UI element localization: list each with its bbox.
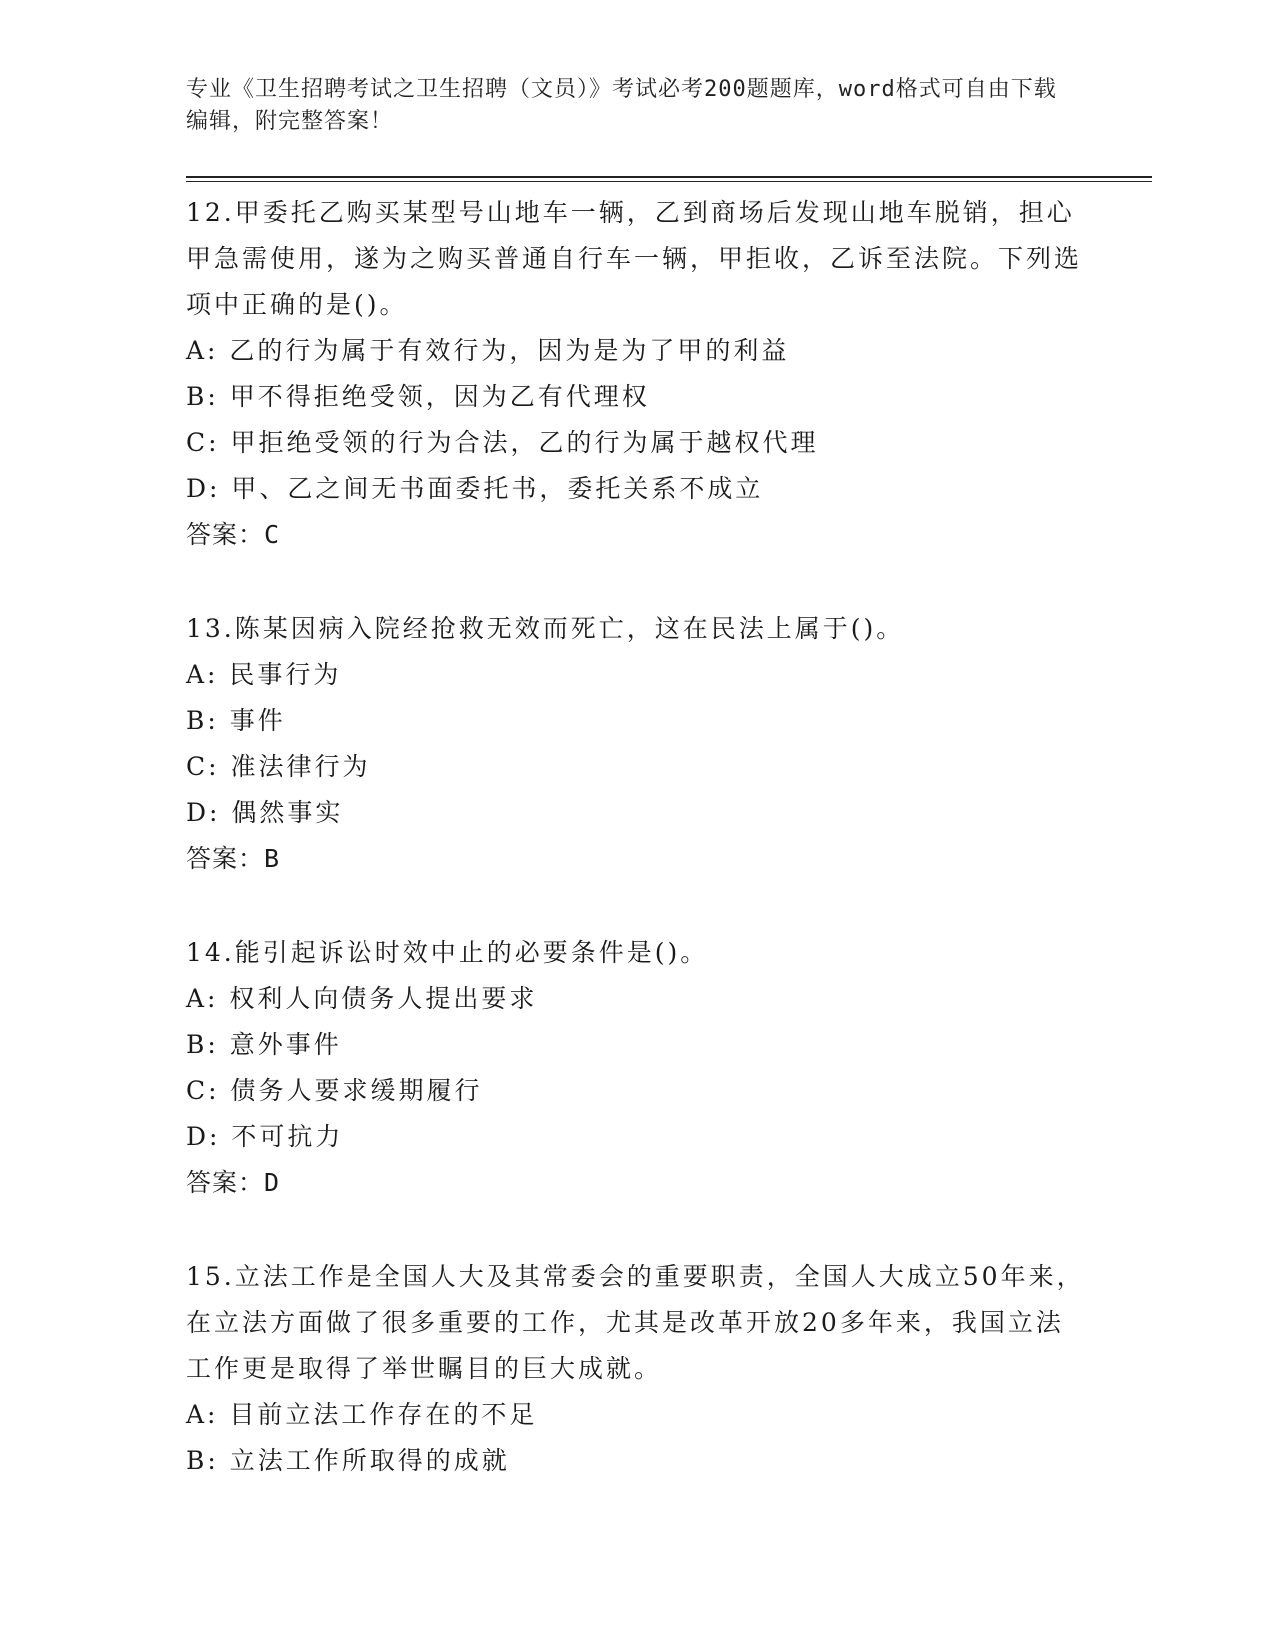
option-a: A: 权利人向债务人提出要求 <box>186 984 538 1013</box>
option-d: D: 偶然事实 <box>186 798 344 827</box>
option-b: B: 立法工作所取得的成就 <box>186 1446 510 1475</box>
option-a: A: 目前立法工作存在的不足 <box>186 1400 538 1429</box>
option-b: B: 事件 <box>186 706 286 735</box>
option-b: B: 意外事件 <box>186 1030 342 1059</box>
option-c: C: 准法律行为 <box>186 752 371 781</box>
question-stem: 13.陈某因病入院经抢救无效而死亡，这在民法上属于()。 <box>186 614 905 643</box>
answer-line: 答案：B <box>186 844 281 873</box>
question-13 <box>186 606 1086 882</box>
option-d: D: 不可抗力 <box>186 1122 344 1151</box>
question-15 <box>186 1254 1086 1484</box>
question-stem: 14.能引起诉讼时效中止的必要条件是()。 <box>186 938 709 967</box>
option-d: D: 甲、乙之间无书面委托书，委托关系不成立 <box>186 474 764 503</box>
answer-line: 答案：C <box>186 520 281 549</box>
answer-line: 答案：D <box>186 1168 281 1197</box>
option-b: B: 甲不得拒绝受领，因为乙有代理权 <box>186 382 650 411</box>
question-stem: 12.甲委托乙购买某型号山地车一辆，乙到商场后发现山地车脱销，担心甲急需使用，遂为之购买普通自行车一辆，甲拒收，乙诉至法院。下列选项中正确的是()。 <box>186 198 1083 319</box>
question-14 <box>186 930 1086 1206</box>
option-c: C: 甲拒绝受领的行为合法，乙的行为属于越权代理 <box>186 428 819 457</box>
option-a: A: 乙的行为属于有效行为，因为是为了甲的利益 <box>186 336 790 365</box>
option-c: C: 债务人要求缓期履行 <box>186 1076 483 1105</box>
question-stem: 15.立法工作是全国人大及其常委会的重要职责，全国人大成立50年来，在立法方面做了很多重要的工作，尤其是改革开放20多年来，我国立法工作更是取得了举世瞩目的巨大成就。 <box>186 1262 1085 1383</box>
header-rule-thick <box>186 176 1152 178</box>
question-list <box>186 190 1086 1532</box>
document-header: 专业《卫生招聘考试之卫生招聘（文员）》考试必考200题题库，word格式可自由下载编辑，附完整答案！ <box>186 77 1057 134</box>
header-rule-thin <box>186 181 1152 182</box>
question-12 <box>186 190 1086 558</box>
option-a: A: 民事行为 <box>186 660 342 689</box>
